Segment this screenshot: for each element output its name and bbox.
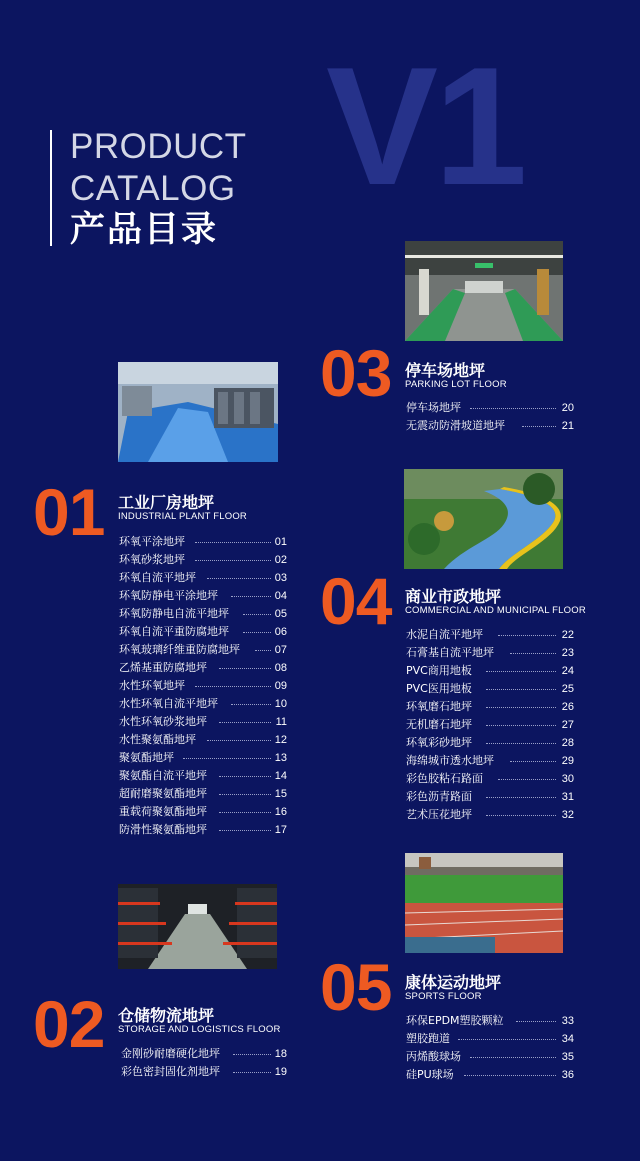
- toc-label: 硅PU球场: [406, 1068, 454, 1081]
- toc-leader: [219, 722, 271, 723]
- toc-page: 20: [561, 402, 574, 414]
- toc-entry[interactable]: [406, 1048, 574, 1066]
- toc-leader: [219, 794, 271, 795]
- toc-entry[interactable]: [119, 821, 287, 839]
- toc-leader: [195, 686, 271, 687]
- section-03-list: [406, 399, 574, 435]
- toc-entry[interactable]: [406, 734, 574, 752]
- toc-leader: [207, 578, 271, 579]
- section-04-subtitle: COMMERCIAL AND MUNICIPAL FLOOR: [405, 605, 586, 616]
- toc-entry[interactable]: [406, 644, 574, 662]
- toc-page: 19: [274, 1066, 287, 1078]
- toc-label: 环氧砂浆地坪: [119, 553, 185, 566]
- toc-entry[interactable]: [406, 806, 574, 824]
- toc-entry[interactable]: [119, 749, 287, 767]
- toc-leader: [510, 653, 556, 654]
- toc-entry[interactable]: [406, 1066, 574, 1084]
- toc-label: 环氧防静电平涂地坪: [119, 589, 218, 602]
- section-03-subtitle: PARKING LOT FLOOR: [405, 379, 507, 390]
- toc-label: 停车场地坪: [406, 401, 461, 414]
- toc-leader: [510, 761, 556, 762]
- section-01-title: 工业厂房地坪: [118, 493, 215, 512]
- toc-page: 29: [561, 755, 574, 767]
- toc-page: 17: [274, 824, 287, 836]
- toc-leader: [207, 740, 271, 741]
- section-02-subtitle: STORAGE AND LOGISTICS FLOOR: [118, 1024, 281, 1035]
- toc-page: 11: [275, 716, 287, 728]
- toc-page: 25: [561, 683, 574, 695]
- toc-leader: [486, 743, 556, 744]
- toc-leader: [233, 1054, 271, 1055]
- section-05-title: 康体运动地坪: [405, 973, 502, 992]
- toc-leader: [516, 1021, 556, 1022]
- toc-label: 环氧自流平地坪: [119, 571, 196, 584]
- toc-leader: [486, 689, 556, 690]
- toc-entry[interactable]: [119, 623, 287, 641]
- section-05-subtitle: SPORTS FLOOR: [405, 991, 482, 1002]
- section-01-number: 01: [33, 475, 105, 549]
- toc-page: 30: [561, 773, 574, 785]
- toc-entry[interactable]: [119, 641, 287, 659]
- toc-label: 环氧防静电自流平地坪: [119, 607, 229, 620]
- toc-page: 26: [561, 701, 574, 713]
- toc-page: 07: [274, 644, 287, 656]
- title-en-line2: CATALOG: [70, 169, 236, 208]
- toc-label: 环氧自流平重防腐地坪: [119, 625, 229, 638]
- toc-entry[interactable]: [406, 788, 574, 806]
- toc-label: PVC商用地板: [406, 664, 472, 677]
- toc-leader: [219, 812, 271, 813]
- toc-label: 水性聚氨酯地坪: [119, 733, 196, 746]
- toc-entry[interactable]: [119, 587, 287, 605]
- toc-leader: [195, 542, 271, 543]
- toc-page: 36: [561, 1069, 574, 1081]
- municipal-path-photo: [404, 469, 563, 569]
- toc-leader: [243, 614, 271, 615]
- toc-page: 15: [274, 788, 287, 800]
- section-04-title: 商业市政地坪: [405, 587, 502, 606]
- toc-label: 重载荷聚氨酯地坪: [119, 805, 207, 818]
- toc-page: 06: [274, 626, 287, 638]
- toc-entry[interactable]: [119, 767, 287, 785]
- toc-label: 防滑性聚氨酯地坪: [119, 823, 207, 836]
- toc-entry[interactable]: [406, 716, 574, 734]
- toc-label: 塑胶跑道: [406, 1032, 450, 1045]
- toc-label: 石膏基自流平地坪: [406, 646, 494, 659]
- toc-leader: [219, 830, 271, 831]
- toc-entry[interactable]: [121, 1063, 287, 1081]
- section-04-number: 04: [320, 564, 392, 638]
- toc-label: 水性环氧地坪: [119, 679, 185, 692]
- toc-entry[interactable]: [119, 659, 287, 677]
- toc-label: 丙烯酸球场: [406, 1050, 461, 1063]
- toc-entry[interactable]: [119, 713, 287, 731]
- toc-entry[interactable]: [406, 399, 574, 417]
- toc-entry[interactable]: [119, 569, 287, 587]
- toc-label: 彩色胶粘石路面: [406, 772, 483, 785]
- toc-page: 27: [561, 719, 574, 731]
- toc-page: 13: [274, 752, 287, 764]
- toc-leader: [195, 560, 271, 561]
- toc-leader: [464, 1075, 556, 1076]
- cover-mark: V1: [326, 32, 524, 220]
- toc-label: 无机磨石地坪: [406, 718, 472, 731]
- section-02-list: [121, 1045, 287, 1081]
- toc-leader: [522, 426, 556, 427]
- toc-entry[interactable]: [119, 677, 287, 695]
- toc-label: 聚氨酯自流平地坪: [119, 769, 207, 782]
- toc-label: 环保EPDM塑胶颗粒: [406, 1014, 504, 1027]
- toc-leader: [183, 758, 271, 759]
- toc-label: 无震动防滑坡道地坪: [406, 419, 505, 432]
- toc-page: 08: [274, 662, 287, 674]
- toc-page: 03: [274, 572, 287, 584]
- toc-leader: [486, 797, 556, 798]
- toc-leader: [470, 1057, 556, 1058]
- section-05-list: [406, 1012, 574, 1084]
- toc-entry[interactable]: [406, 1012, 574, 1030]
- toc-entry[interactable]: [121, 1045, 287, 1063]
- toc-leader: [231, 704, 271, 705]
- toc-page: 05: [274, 608, 287, 620]
- toc-page: 24: [561, 665, 574, 677]
- header-divider: [50, 130, 52, 246]
- toc-leader: [231, 596, 271, 597]
- toc-page: 23: [561, 647, 574, 659]
- toc-entry[interactable]: [406, 626, 574, 644]
- toc-leader: [458, 1039, 556, 1040]
- industrial-plant-photo: [118, 362, 278, 462]
- toc-leader: [255, 650, 271, 651]
- toc-leader: [219, 776, 271, 777]
- toc-leader: [243, 632, 271, 633]
- title-en-line1: PRODUCT: [70, 127, 247, 166]
- toc-page: 33: [561, 1015, 574, 1027]
- toc-leader: [486, 671, 556, 672]
- toc-page: 04: [274, 590, 287, 602]
- toc-page: 14: [274, 770, 287, 782]
- toc-leader: [219, 668, 271, 669]
- toc-label: 环氧玻璃纤维重防腐地坪: [119, 643, 240, 656]
- section-02-title: 仓储物流地坪: [118, 1006, 215, 1025]
- toc-label: 环氧彩砂地坪: [406, 736, 472, 749]
- toc-page: 28: [561, 737, 574, 749]
- toc-page: 10: [274, 698, 287, 710]
- toc-page: 35: [561, 1051, 574, 1063]
- toc-page: 12: [274, 734, 287, 746]
- toc-page: 21: [561, 420, 574, 432]
- parking-lot-photo: [405, 241, 563, 341]
- toc-leader: [486, 725, 556, 726]
- toc-entry[interactable]: [119, 803, 287, 821]
- toc-page: 02: [274, 554, 287, 566]
- toc-entry[interactable]: [119, 533, 287, 551]
- toc-entry[interactable]: [406, 752, 574, 770]
- section-04-list: [406, 626, 574, 824]
- toc-entry[interactable]: [119, 695, 287, 713]
- toc-label: 超耐磨聚氨酯地坪: [119, 787, 207, 800]
- toc-label: 聚氨酯地坪: [119, 751, 174, 764]
- sports-field-photo: [405, 853, 563, 953]
- toc-page: 32: [561, 809, 574, 821]
- toc-entry[interactable]: [406, 417, 574, 435]
- toc-label: 彩色沥青路面: [406, 790, 472, 803]
- toc-page: 22: [561, 629, 574, 641]
- toc-leader: [498, 635, 556, 636]
- toc-page: 09: [274, 680, 287, 692]
- toc-label: 艺术压花地坪: [406, 808, 472, 821]
- toc-label: 乙烯基重防腐地坪: [119, 661, 207, 674]
- section-03-number: 03: [320, 336, 392, 410]
- toc-label: PVC医用地板: [406, 682, 472, 695]
- toc-label: 彩色密封固化剂地坪: [121, 1065, 220, 1078]
- toc-label: 海绵城市透水地坪: [406, 754, 494, 767]
- toc-leader: [486, 707, 556, 708]
- toc-label: 环氧磨石地坪: [406, 700, 472, 713]
- toc-entry[interactable]: [406, 698, 574, 716]
- toc-entry[interactable]: [119, 731, 287, 749]
- toc-entry[interactable]: [406, 1030, 574, 1048]
- toc-leader: [498, 779, 556, 780]
- toc-page: 34: [561, 1033, 574, 1045]
- toc-label: 水性环氧砂浆地坪: [119, 715, 207, 728]
- toc-leader: [486, 815, 556, 816]
- toc-leader: [233, 1072, 271, 1073]
- toc-leader: [470, 408, 556, 409]
- toc-entry[interactable]: [406, 680, 574, 698]
- section-03-title: 停车场地坪: [405, 361, 486, 380]
- warehouse-photo: [118, 884, 277, 969]
- toc-label: 水性环氧自流平地坪: [119, 697, 218, 710]
- toc-page: 16: [274, 806, 287, 818]
- toc-entry[interactable]: [119, 785, 287, 803]
- toc-entry[interactable]: [119, 551, 287, 569]
- section-01-list: [119, 533, 287, 839]
- section-02-number: 02: [33, 987, 105, 1061]
- toc-label: 水泥自流平地坪: [406, 628, 483, 641]
- toc-entry[interactable]: [406, 770, 574, 788]
- section-05-number: 05: [320, 950, 392, 1024]
- toc-page: 31: [561, 791, 574, 803]
- toc-page: 18: [274, 1048, 287, 1060]
- toc-page: 01: [274, 536, 287, 548]
- toc-entry[interactable]: [406, 662, 574, 680]
- title-cn: 产品目录: [70, 210, 219, 250]
- toc-entry[interactable]: [119, 605, 287, 623]
- toc-label: 环氧平涂地坪: [119, 535, 185, 548]
- toc-label: 金刚砂耐磨硬化地坪: [121, 1047, 220, 1060]
- section-01-subtitle: INDUSTRIAL PLANT FLOOR: [118, 511, 247, 522]
